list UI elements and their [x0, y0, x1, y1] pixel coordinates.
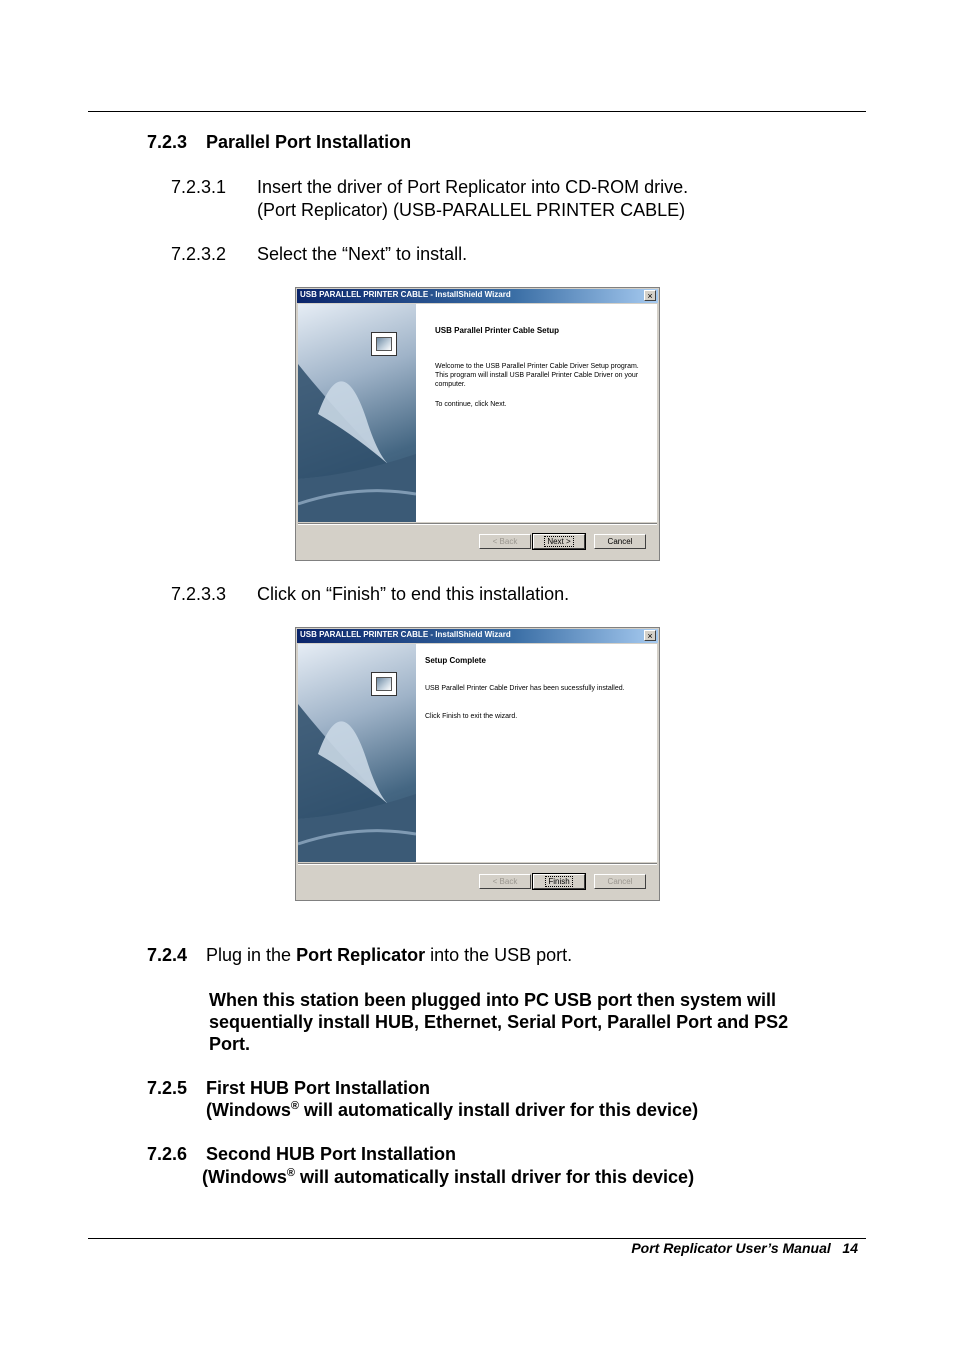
back-button[interactable]: < Back: [479, 534, 531, 549]
dialog-text: USB Parallel Printer Cable Driver has been sucessfully installed.: [425, 685, 625, 692]
section-subtitle: [206, 1099, 698, 1121]
wizard-banner-image: [298, 644, 416, 862]
step-text: (Port Replicator) (USB-PARALLEL PRINTER CABLE): [257, 200, 686, 220]
section-title: Parallel Port Installation: [206, 132, 412, 152]
dialog-text: Click Finish to exit the wizard.: [425, 713, 518, 720]
installshield-dialog-complete: [295, 627, 660, 901]
close-icon[interactable]: ×: [644, 290, 656, 301]
back-button[interactable]: < Back: [479, 874, 531, 889]
window-title: USB PARALLEL PRINTER CABLE - InstallShield Wizard: [300, 290, 511, 299]
section-text: [206, 944, 572, 966]
text-run: will automatically install driver for this device): [294, 1167, 695, 1187]
note-text: When this station been plugged into PC USB port then system will: [209, 990, 777, 1010]
section-subtitle: [202, 1166, 694, 1188]
dialog-heading: USB Parallel Printer Cable Setup: [435, 326, 560, 335]
text-run: (Windows: [206, 1100, 291, 1120]
button-separator: [298, 523, 657, 525]
registered-mark: ®: [286, 1167, 295, 1179]
next-label: Next >: [544, 536, 573, 547]
footer-rule: [88, 1238, 866, 1239]
cancel-button[interactable]: Cancel: [594, 874, 646, 889]
text-run-bold: Port Replicator: [296, 945, 426, 965]
close-icon[interactable]: ×: [644, 630, 656, 641]
registered-mark: ®: [290, 1100, 299, 1112]
note-text: sequentially install HUB, Ethernet, Serial Port, Parallel Port and PS2: [209, 1012, 789, 1032]
next-button[interactable]: [533, 534, 585, 549]
section-number: 7.2.3: [147, 132, 188, 152]
text-run: (Windows: [202, 1167, 287, 1187]
dialog-text: To continue, click Next.: [435, 401, 507, 408]
window-title: USB PARALLEL PRINTER CABLE - InstallShield Wizard: [300, 630, 511, 639]
installshield-dialog-welcome: [295, 287, 660, 561]
step-number: 7.2.3.3: [171, 584, 227, 604]
dialog-text: Welcome to the USB Parallel Printer Cable Driver Setup program. This program will install USB Parallel Printer Cable Driver on your computer.: [435, 363, 639, 388]
step-text: Click on “Finish” to end this installation.: [257, 584, 570, 604]
finish-label: Finish: [545, 876, 572, 887]
title-bar: [297, 289, 658, 303]
text-run: will automatically install driver for this device): [298, 1100, 699, 1120]
title-bar: [297, 629, 658, 643]
step-text: Insert the driver of Port Replicator into CD-ROM drive.: [257, 177, 689, 197]
wizard-content: [416, 304, 657, 522]
wizard-content: [416, 644, 657, 862]
dialog-heading: Setup Complete: [425, 656, 486, 665]
section-title: Second HUB Port Installation: [206, 1144, 457, 1164]
note-text: Port.: [209, 1034, 251, 1054]
header-rule: [88, 111, 866, 112]
cancel-button[interactable]: Cancel: [594, 534, 646, 549]
setup-icon: [371, 672, 397, 696]
text-run: Plug in the: [206, 945, 297, 965]
wizard-banner-image: [298, 304, 416, 522]
section-number: 7.2.6: [147, 1144, 188, 1164]
section-number: 7.2.5: [147, 1078, 188, 1098]
section-title: First HUB Port Installation: [206, 1078, 431, 1098]
step-text: Select the “Next” to install.: [257, 244, 468, 264]
step-number: 7.2.3.2: [171, 244, 227, 264]
section-number: 7.2.4: [147, 945, 188, 965]
text-run: into the USB port.: [425, 945, 573, 965]
finish-button[interactable]: [533, 874, 585, 889]
step-number: 7.2.3.1: [171, 177, 227, 197]
setup-icon: [371, 332, 397, 356]
button-separator: [298, 863, 657, 865]
page-footer: Port Replicator User’s Manual 14: [631, 1240, 858, 1256]
